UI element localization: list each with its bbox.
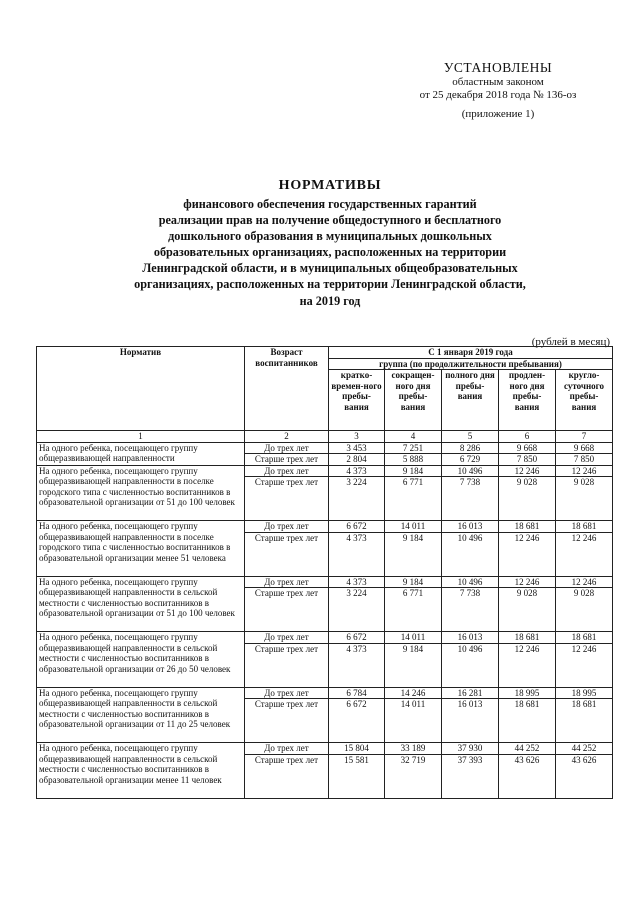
norm-value: 16 013 [442,521,499,533]
norm-value: 3 453 [329,442,385,454]
norm-value: 7 850 [499,454,556,466]
age-group: Старше трех лет [245,699,329,743]
norm-value: 16 013 [442,699,499,743]
table-row [37,521,613,533]
norm-description: На одного ребенка, посещающего группу общеразвивающей направленности в поселке городского типа с численностью воспитанников в образовательной организации менее 51 человека [37,521,245,577]
norm-value: 3 224 [329,588,385,632]
age-group: До трех лет [245,465,329,477]
norm-value: 37 930 [442,743,499,755]
norm-value: 9 028 [499,588,556,632]
norm-value: 18 681 [556,521,613,533]
table-row [37,687,613,699]
title-line: дошкольного образования в муниципальных дошкольных [168,229,492,244]
norm-value: 12 246 [499,576,556,588]
age-group: До трех лет [245,576,329,588]
norm-value: 9 028 [556,588,613,632]
norms-table [36,346,613,799]
age-group: Старше трех лет [245,754,329,798]
norm-value: 4 373 [329,465,385,477]
norm-description: На одного ребенка, посещающего группу общеразвивающей направленности в поселке городского типа с численностью воспитанников в образовательной организации от 51 до 100 человек [37,465,245,521]
header-age: Возраст воспитанников [245,347,329,431]
norm-value: 10 496 [442,643,499,687]
age-group: До трех лет [245,632,329,644]
norm-description: На одного ребенка, посещающего группу общеразвивающей направленности в сельской местности с численностью воспитанников в образовательной организации от 51 до 100 человек [37,576,245,632]
norm-value: 18 681 [499,521,556,533]
norm-value: 32 719 [385,754,442,798]
norm-value: 15 804 [329,743,385,755]
header-date: С 1 января 2019 года [329,347,613,359]
norm-value: 10 496 [442,465,499,477]
table-row [37,465,613,477]
title-line: на 2019 год [299,293,361,308]
norm-value: 9 184 [385,643,442,687]
table-row [37,632,613,644]
norm-value: 18 995 [499,687,556,699]
units-note: (рублей в месяц) [531,336,610,348]
norm-value: 14 011 [385,632,442,644]
norm-value: 14 011 [385,521,442,533]
age-group: Старше трех лет [245,588,329,632]
header-col-short-stay: кратко-времен-ного пребы-вания [329,370,385,431]
norm-value: 6 784 [329,687,385,699]
norm-value: 9 184 [385,576,442,588]
norm-value: 6 672 [329,632,385,644]
header-norm: Норматив [37,347,245,431]
norm-value: 43 626 [499,754,556,798]
norm-value: 15 581 [329,754,385,798]
norm-value: 14 246 [385,687,442,699]
column-number: 4 [385,431,442,443]
norm-value: 2 804 [329,454,385,466]
title-line: образовательных организациях, расположенных на территории [153,245,507,260]
header-col-extended-day: продлен-ного дня пребы-вания [499,370,556,431]
column-number: 2 [245,431,329,443]
column-number: 6 [499,431,556,443]
norm-value: 18 681 [499,632,556,644]
document-title [60,177,600,309]
norm-value: 6 672 [329,699,385,743]
norm-value: 7 738 [442,477,499,521]
age-group: До трех лет [245,521,329,533]
age-group: До трех лет [245,442,329,454]
norm-description: На одного ребенка, посещающего группу общеразвивающей направленности в сельской местности с численностью воспитанников в образовательной организации от 11 до 25 человек [37,687,245,743]
norm-value: 6 771 [385,588,442,632]
norm-value: 3 224 [329,477,385,521]
norm-value: 7 850 [556,454,613,466]
title-line: организациях, расположенных на территории Ленинградской области, [134,277,526,292]
norm-value: 44 252 [499,743,556,755]
norm-value: 9 184 [385,532,442,576]
age-group: Старше трех лет [245,532,329,576]
norm-value: 18 681 [556,699,613,743]
norm-value: 14 011 [385,699,442,743]
column-number: 3 [329,431,385,443]
norm-value: 44 252 [556,743,613,755]
column-number: 7 [556,431,613,443]
norm-value: 4 373 [329,576,385,588]
norm-value: 7 251 [385,442,442,454]
title-line: реализации прав на получение общедоступного и бесплатного [158,213,502,228]
norm-value: 6 729 [442,454,499,466]
norm-value: 12 246 [556,465,613,477]
norm-value: 18 995 [556,687,613,699]
norm-value: 12 246 [556,643,613,687]
norm-value: 12 246 [556,576,613,588]
norm-value: 16 281 [442,687,499,699]
norm-description: На одного ребенка, посещающего группу общеразвивающей направленности в сельской местности с численностью воспитанников в образовательной организации от 26 до 50 человек [37,632,245,688]
norm-value: 12 246 [499,532,556,576]
approval-appendix: (приложение 1) [461,108,535,120]
norm-value: 8 286 [442,442,499,454]
norm-value: 4 373 [329,643,385,687]
norm-value: 12 246 [499,643,556,687]
norm-value: 12 246 [499,465,556,477]
title-line: Ленинградской области, и в муниципальных общеобразовательных [142,261,518,276]
norm-value: 9 668 [556,442,613,454]
approval-block [398,60,598,121]
norm-description: На одного ребенка, посещающего группу общеразвивающей направленности [37,442,245,465]
age-group: До трех лет [245,687,329,699]
table-row [37,576,613,588]
column-number: 1 [37,431,245,443]
title-line: финансового обеспечения государственных гарантий [183,197,477,211]
norm-value: 5 888 [385,454,442,466]
header-col-round-the-clock: кругло-суточного пребы-вания [556,370,613,431]
age-group: Старше трех лет [245,477,329,521]
norm-value: 18 681 [499,699,556,743]
column-number: 5 [442,431,499,443]
header-col-reduced-day: сокращен-ного дня пребы-вания [385,370,442,431]
norms-table-body [37,442,613,798]
approval-stamp: УСТАНОВЛЕНЫ [443,60,553,75]
header-group: группа (по продолжительности пребывания) [329,358,613,370]
norm-value: 9 028 [499,477,556,521]
norm-value: 9 184 [385,465,442,477]
table-row [37,743,613,755]
header-col-full-day: полного дня пребы-вания [442,370,499,431]
norm-value: 9 668 [499,442,556,454]
norm-value: 18 681 [556,632,613,644]
norm-value: 16 013 [442,632,499,644]
norm-value: 10 496 [442,532,499,576]
table-row [37,442,613,454]
norm-value: 12 246 [556,532,613,576]
norm-description: На одного ребенка, посещающего группу общеразвивающей направленности в сельской местности с численностью воспитанников в образовательной организации менее 11 человек [37,743,245,799]
age-group: До трех лет [245,743,329,755]
norm-value: 43 626 [556,754,613,798]
age-group: Старше трех лет [245,454,329,466]
norm-value: 6 672 [329,521,385,533]
approval-by: областным законом [452,76,544,88]
norm-value: 6 771 [385,477,442,521]
title-main: НОРМАТИВЫ [278,178,382,193]
norm-value: 10 496 [442,576,499,588]
norm-value: 7 738 [442,588,499,632]
norm-value: 37 393 [442,754,499,798]
norm-value: 4 373 [329,532,385,576]
age-group: Старше трех лет [245,643,329,687]
norm-value: 9 028 [556,477,613,521]
norm-value: 33 189 [385,743,442,755]
approval-date: от 25 декабря 2018 года № 136-оз [419,89,577,101]
